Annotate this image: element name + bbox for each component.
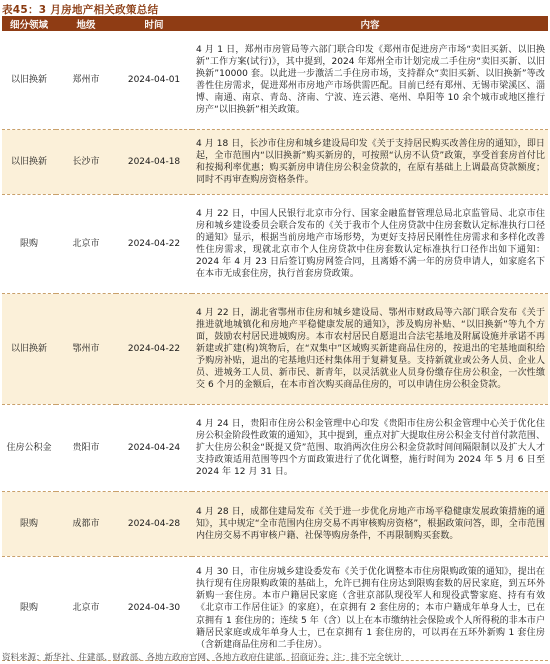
cell-content: 4 月 28 日，成都住建局发布《关于进一步优化房地产市场平稳健康发展政策措施的通知》，其中规定“全市范围内住房交易不再审核购房资格”，根据政策问答，即，全市范围内住房交易不再审核户籍、社保等购房条件，不再限制购买套数。 bbox=[192, 492, 548, 557]
cell-field: 限购 bbox=[2, 195, 56, 294]
cell-content: 4 月 24 日，贵阳市住房公积金管理中心印发《贵阳市住房公积金管理中心关于优化住房公积金阶段性政策的通知》，其中提到，重点对扩大提取住房公积金支付首付款范围、扩大住房公积金“既提又贷”范围、取消两次住房公积金贷款时间间隔限制以及扩大人才支持政策适用范围等四个方面政策进行了优化调整，施行时间为 2024 年 5 月 6 日至 2024 年 12 月 31 日。 bbox=[192, 405, 548, 492]
table-row bbox=[2, 130, 548, 195]
cell-date: 2024-04-28 bbox=[116, 492, 192, 557]
header-row bbox=[2, 16, 548, 31]
table-row bbox=[2, 557, 548, 661]
cell-date: 2024-04-22 bbox=[116, 195, 192, 294]
cell-date: 2024-04-18 bbox=[116, 130, 192, 195]
cell-content: 4 月 22 日，湖北省鄂州市住房和城乡建设局、鄂州市财政局等六部门联合发布《关于推进就地城镇化和房地产平稳健康发展的通知》，涉及购房补贴、“以旧换新”等九个方面，鼓励农村居民进城购房。本市农村居民自愿退出合法宅基地及附属设施并承诺不再新建或扩建(构)筑物后，在“双集中”区域购买新建商品住房的，按退出的宅基地面积给予购房补贴，退出的宅基地归还村集体用于复耕复垦。支持新就业或公务人员、企业人员、进城务工人员、新市民、新青年，以灵活就业人员身份缴存住房公积金，一次性缴交 6 个月的金额后，在本市首次购买商品住房的，可以申请住房公积金贷款。 bbox=[192, 294, 548, 405]
cell-field: 以旧换新 bbox=[2, 130, 56, 195]
cell-city: 鄂州市 bbox=[56, 294, 116, 405]
cell-field: 住房公积金 bbox=[2, 405, 56, 492]
cell-content: 4 月 30 日，市住房城乡建设委发布《关于优化调整本市住房限购政策的通知》，提出在执行现有住房限购政策的基础上，允许已拥有住房达到限购套数的居民家庭，到五环外新购一套住房。本市户籍居民家庭（含驻京部队现役军人和现役武警家庭、持有有效《北京市工作居住证》的家庭），在京拥有 2 套住房的；本市户籍成年单身人士，已在京拥有 1 套住房的；连续 5 年（含）以上在本市缴纳社会保险或个人所得税的非本市户籍居民家庭或成年单身人士，已在京拥有 1 套住房的，可以再在五环外新购 1 套住房（含新建商品住房和二手住房）。 bbox=[192, 557, 548, 661]
table-title: 表45：3 月房地产相关政策总结 bbox=[2, 4, 159, 16]
cell-content: 4 月 22 日，中国人民银行北京市分行、国家金融监督管理总局北京监管局、北京市住房和城乡建设委员会联合发布的《关于我市个人住房贷款中住房套数认定标准执行口径的通知》显示，根据当前房地产市场形势，为更好支持居民刚性住房需求和多样化改善性住房需求，现就北京市个人住房贷款中住房套数认定标准执行口径作出如下通知：2024 年 4 月 23 日后签订购房网签合同，且离婚不满一年的房贷申请人，如家庭名下在本市无成套住房，执行首套房贷政策。 bbox=[192, 195, 548, 294]
cell-date: 2024-04-30 bbox=[116, 557, 192, 661]
header-field: 细分领域 bbox=[2, 16, 56, 31]
cell-date: 2024-04-24 bbox=[116, 405, 192, 492]
cell-city: 贵阳市 bbox=[56, 405, 116, 492]
cell-city: 北京市 bbox=[56, 557, 116, 661]
cell-city: 郑州市 bbox=[56, 31, 116, 130]
source-footnote: 资料来源：新华社、住建部、财政部、各地方政府官网、各地方政府住建部、招商证券；注：排不完全统计 bbox=[2, 653, 402, 663]
policy-table bbox=[2, 16, 548, 661]
header-date: 时间 bbox=[116, 16, 192, 31]
cell-field: 以旧换新 bbox=[2, 31, 56, 130]
cell-date: 2024-04-01 bbox=[116, 31, 192, 130]
header-content: 内容 bbox=[192, 16, 548, 31]
cell-content: 4 月 1 日，郑州市房管局等六部门联合印发《郑州市促进房产市场“卖旧买新、以旧换新”工作方案(试行)》，其中提到，2024 年郑州全市计划完成二手住房“卖旧买新、以旧换新”10000 套。以此进一步激活二手住房市场，支持群众“卖旧买新、以旧换新”等改善性住房需求，促进郑州市房地产市场供需匹配。目前已经有郑州、无锡市梁溪区、淄博、南通、南京、青岛、济南、宁波、连云港、亳州、阜阳等 10 余个城市或地区推行房产“以旧换新”相关政策。 bbox=[192, 31, 548, 130]
table-row bbox=[2, 492, 548, 557]
table-row bbox=[2, 405, 548, 492]
cell-content: 4 月 18 日，长沙市住房和城乡建设局印发《关于支持居民购买改善住房的通知》，即日起，全市范围内“以旧换新”购买新房的，可按照“认房不认贷”政策，享受首套房首付比和按揭利率优惠；购买新房申请住房公积金贷款的，在原有基础上上调最高贷款额度；同时不再审查购房资格条件。 bbox=[192, 130, 548, 195]
cell-city: 长沙市 bbox=[56, 130, 116, 195]
table-row bbox=[2, 31, 548, 130]
header-city: 地级 bbox=[56, 16, 116, 31]
cell-city: 成都市 bbox=[56, 492, 116, 557]
table-row bbox=[2, 195, 548, 294]
cell-field: 限购 bbox=[2, 557, 56, 661]
cell-field: 以旧换新 bbox=[2, 294, 56, 405]
cell-field: 限购 bbox=[2, 492, 56, 557]
table-row bbox=[2, 294, 548, 405]
cell-date: 2024-04-22 bbox=[116, 294, 192, 405]
cell-city: 北京市 bbox=[56, 195, 116, 294]
